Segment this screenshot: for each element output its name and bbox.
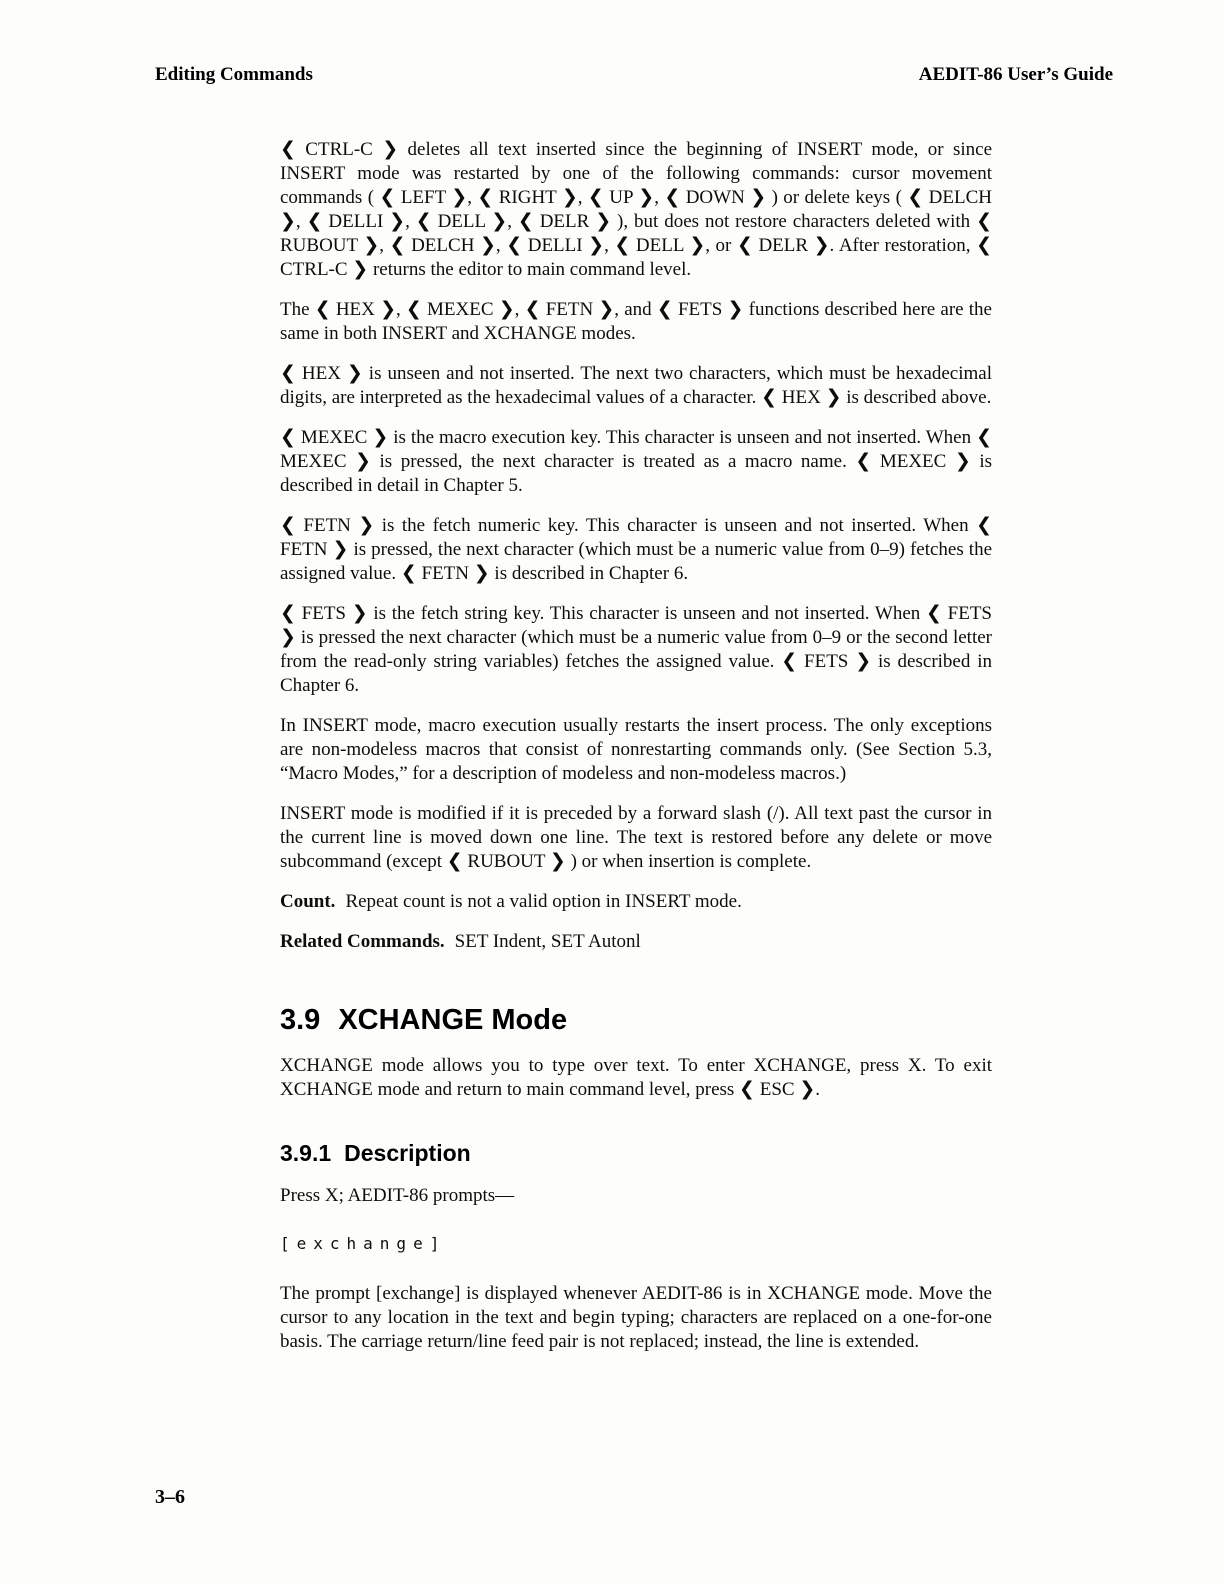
- paragraph-xchange-closing: The prompt [exchange] is displayed whenever AEDIT-86 is in XCHANGE mode. Move the cursor to any location in the text and begin typing; characters are replaced on a one-for-one basis. The carriage return/line feed pair is not replaced; instead, the line is extended.: [280, 1283, 992, 1352]
- count-note: [280, 890, 992, 914]
- paragraph-xchange-intro: XCHANGE mode allows you to type over text. To enter XCHANGE, press X. To exit XCHANGE mode and return to main command level, press ❮ ESC ❯.: [280, 1055, 992, 1100]
- paragraph-fetn: ❮ FETN ❯ is the fetch numeric key. This character is unseen and not inserted. When ❮ FETN ❯ is pressed, the next character (which must be a numeric value from 0–9) fetches the assigned value. ❮ FETN ❯ is described in Chapter 6.: [280, 515, 992, 584]
- paragraph-ctrl-c: ❮ CTRL-C ❯ deletes all text inserted since the beginning of INSERT mode, or since INSERT mode was restarted by one of the following commands: cursor movement commands ( ❮ LEFT ❯, ❮ RIGHT ❯, ❮ UP ❯, ❮ DOWN ❯ ) or delete keys ( ❮ DELCH ❯, ❮ DELLI ❯, ❮ DELL ❯, ❮ DELR ❯ ), but does not restore characters deleted with ❮ RUBOUT ❯, ❮ DELCH ❯, ❮ DELLI ❯, ❮ DELL ❯, or ❮ DELR ❯. After restoration, ❮ CTRL-C ❯ returns the editor to main command level.: [280, 139, 992, 280]
- exchange-prompt: [exchange]: [280, 1234, 447, 1253]
- count-text: Repeat count is not a valid option in INSERT mode.: [345, 891, 742, 912]
- related-commands-note: [280, 930, 992, 954]
- subsection-heading-description: [280, 1140, 992, 1166]
- header-right-title: AEDIT-86 User’s Guide: [918, 64, 1113, 85]
- paragraph-macro-restart: In INSERT mode, macro execution usually restarts the insert process. The only exceptions are non-modeless macros that consist of nonrestarting commands only. (See Section 5.3, “Macro Modes,” for a description of modeless and non-modeless macros.): [280, 715, 992, 784]
- section-heading-xchange-mode: [280, 1004, 992, 1036]
- running-header: [155, 64, 1113, 86]
- related-commands-text: SET Indent, SET Autonl: [454, 931, 641, 952]
- paragraph-mexec: ❮ MEXEC ❯ is the macro execution key. This character is unseen and not inserted. When ❮ MEXEC ❯ is pressed, the next character is treated as a macro name. ❮ MEXEC ❯ is described in detail in Chapter 5.: [280, 427, 992, 496]
- paragraph-hex: ❮ HEX ❯ is unseen and not inserted. The next two characters, which must be hexadecimal digits, are interpreted as the hexadecimal values of a character. ❮ HEX ❯ is described above.: [280, 363, 992, 408]
- count-label: Count.: [280, 891, 336, 912]
- section-title: XCHANGE Mode: [338, 1004, 568, 1036]
- subsection-title: Description: [344, 1140, 471, 1166]
- header-left-title: Editing Commands: [155, 64, 313, 85]
- section-number: 3.9: [280, 1004, 321, 1036]
- related-commands-label: Related Commands.: [280, 931, 445, 952]
- paragraph-slash-modify: INSERT mode is modified if it is preceded by a forward slash (/). All text past the cursor in the current line is moved down one line. The text is restored before any delete or move subcommand (except ❮ RUBOUT ❯ ) or when insertion is complete.: [280, 803, 992, 872]
- page-number: 3–6: [155, 1486, 185, 1508]
- paragraph-fets: ❮ FETS ❯ is the fetch string key. This character is unseen and not inserted. When ❮ FETS ❯ is pressed the next character (which must be a numeric value from 0–9 or the second letter from the read-only string variables) fetches the assigned value. ❮ FETS ❯ is described in Chapter 6.: [280, 603, 992, 696]
- subsection-number: 3.9.1: [280, 1140, 332, 1166]
- body-column: [280, 138, 992, 1370]
- paragraph-functions: The ❮ HEX ❯, ❮ MEXEC ❯, ❮ FETN ❯, and ❮ FETS ❯ functions described here are the same in both INSERT and XCHANGE modes.: [280, 299, 992, 344]
- paragraph-press-x: Press X; AEDIT-86 prompts—: [280, 1185, 515, 1206]
